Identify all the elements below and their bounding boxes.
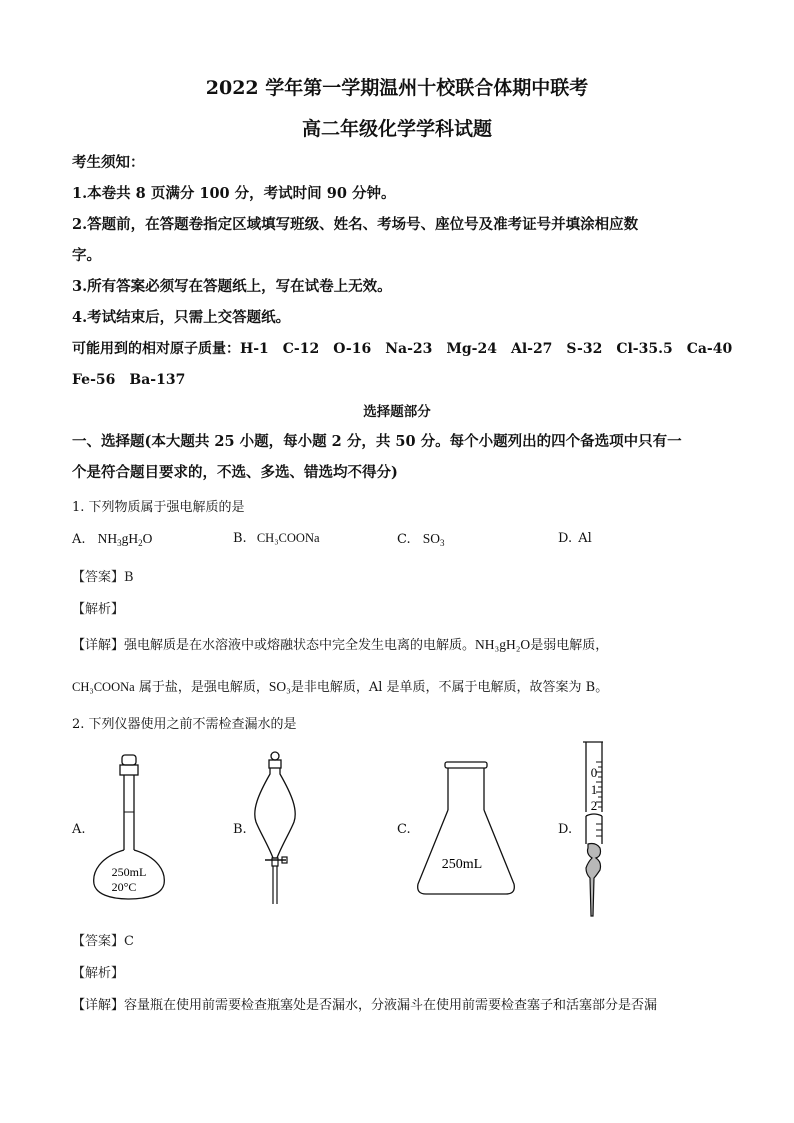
q1-detail-suffix: 是弱电解质， — [530, 638, 609, 653]
section-title: 选择题部分 — [363, 404, 431, 420]
q2-answer: 【答案】C — [72, 934, 134, 949]
flask-a-temp-label: 20°C — [111, 880, 137, 894]
volumetric-flask-image — [90, 752, 170, 902]
burette-tick-1: 1 — [590, 782, 598, 797]
notice-heading: 考生须知： — [72, 154, 145, 171]
q1-option-c-formula: $SO_3$ — [422, 531, 445, 548]
flask-a-volume-label: 250mL — [111, 865, 147, 879]
burette-tick-0: 0 — [590, 765, 598, 780]
q2-option-b-label: B. — [233, 822, 247, 837]
notice-item-2: 2.答题前，在答题卷指定区域填写班级、姓名、考场号、座位号及准考证号并填涂相应数 — [72, 216, 639, 233]
atomic-masses-line2: Fe-56 Ba-137 — [72, 372, 186, 388]
q1-detail-prefix: 【详解】强电解质是在水溶液中或熔融状态中完全发生电离的电解质。 — [72, 638, 476, 653]
exam-title: 2022 学年第一学期温州十校联合体期中联考 — [205, 77, 589, 99]
q1-detail2-text1: 属于盐，是强电解质， — [138, 680, 269, 695]
q2-option-a-label: A. — [72, 822, 86, 837]
q2-option-d-label: D. — [558, 822, 573, 837]
q1-option-a — [72, 531, 152, 548]
q1-option-b — [233, 531, 320, 546]
q1-answer: 【答案】B — [72, 570, 134, 585]
burette-tick-2: 2 — [590, 798, 598, 813]
q1-option-b-label: B. — [233, 531, 247, 546]
q2-stem: 2. 下列仪器使用之前不需检查漏水的是 — [72, 717, 297, 732]
q1-detail-formula: NH₃gH₂O — [475, 637, 531, 652]
q1-detail-line1 — [72, 634, 608, 653]
q1-detail-line2 — [72, 676, 608, 695]
q1-option-b-formula: CH₃COONa — [256, 531, 320, 545]
notice-item-4: 4.考试结束后，只需上交答题纸。 — [72, 309, 291, 326]
section-intro-line2: 个是符合题目要求的，不选、多选、错选均不得分) — [72, 464, 398, 481]
q1-option-c — [397, 531, 445, 548]
q1-option-d-text: Al — [578, 531, 592, 546]
flask-c-volume-label: 250mL — [441, 857, 483, 872]
section-intro-line1: 一、选择题(本大题共 25 小题，每小题 2 分，共 50 分。每个小题列出的四个备选项中只有一 — [72, 433, 682, 450]
exam-subtitle: 高二年级化学学科试题 — [301, 118, 492, 140]
q1-option-a-formula: $NH_3gH_2O$ — [97, 531, 153, 548]
atomic-masses-line1: 可能用到的相对原子质量：H-1 C-12 O-16 Na-23 Mg-24 Al-27 S-32 Cl-35.5 Ca-40 — [72, 341, 733, 357]
notice-item-2-cont: 字。 — [72, 247, 101, 264]
q1-option-c-label: C. — [397, 532, 411, 547]
q2-analysis: 【解析】 — [72, 966, 125, 981]
q1-analysis: 【解析】 — [72, 602, 125, 617]
q2-option-c-label: C. — [397, 822, 411, 837]
q1-detail2-formula1: CH₃COONa — [72, 680, 135, 694]
q1-detail2-text2: 是非电解质，Al 是单质，不属于电解质，故答案为 B。 — [290, 680, 609, 695]
separatory-funnel-image — [248, 750, 308, 908]
conical-flask-image — [412, 760, 518, 900]
q1-option-d — [558, 531, 592, 546]
q1-stem: 1. 下列物质属于强电解质的是 — [72, 500, 245, 515]
q1-option-a-label: A. — [72, 532, 86, 547]
notice-item-1: 1.本卷共 8 页满分 100 分，考试时间 90 分钟。 — [72, 185, 396, 202]
burette-image — [572, 738, 622, 920]
q1-detail2-formula2: SO₃ — [268, 679, 291, 694]
q2-detail: 【详解】容量瓶在使用前需要检查瓶塞处是否漏水，分液漏斗在使用前需要检查塞子和活塞部分是否漏 — [72, 998, 658, 1013]
q1-option-d-label: D. — [558, 531, 573, 546]
notice-item-3: 3.所有答案必须写在答题纸上，写在试卷上无效。 — [72, 278, 392, 295]
